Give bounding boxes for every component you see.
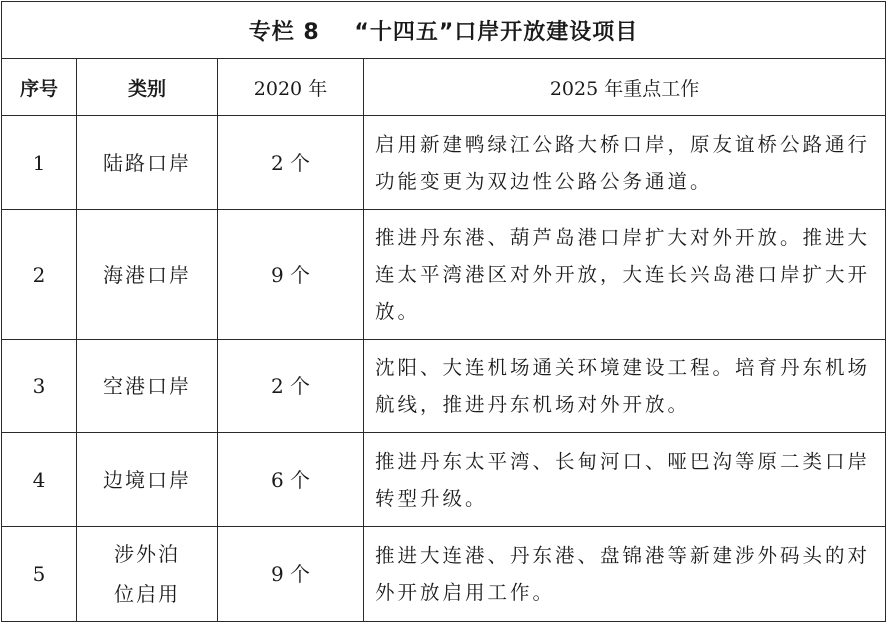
header-serial-number: 序号 (2, 59, 77, 116)
header-2020: 2020 年 (218, 59, 364, 116)
row-number: 1 (2, 116, 77, 210)
header-category: 类别 (77, 59, 218, 116)
table-row (2, 116, 886, 210)
row-2025-work: 启用新建鸭绿江公路大桥口岸，原友谊桥公路通行功能变更为双边性公路公务通道。 (364, 116, 886, 210)
row-2020-count: 2 个 (218, 116, 364, 210)
table-title: 专栏 8 “十四五”口岸开放建设项目 (2, 2, 886, 59)
row-2025-work: 推进大连港、丹东港、盘锦港等新建涉外码头的对外开放启用工作。 (364, 527, 886, 622)
header-row (2, 59, 886, 116)
row-category: 陆路口岸 (77, 116, 218, 210)
row-number: 3 (2, 340, 77, 433)
row-number: 2 (2, 210, 77, 340)
row-2025-work: 推进丹东港、葫芦岛港口岸扩大对外开放。推进大连太平湾港区对外开放，大连长兴岛港口岸扩大开放。 (364, 210, 886, 340)
table-row (2, 433, 886, 527)
row-number: 5 (2, 527, 77, 622)
row-2025-work: 推进丹东太平湾、长甸河口、哑巴沟等原二类口岸转型升级。 (364, 433, 886, 527)
row-category: 边境口岸 (77, 433, 218, 527)
title-row (2, 2, 886, 59)
header-2025-work: 2025 年重点工作 (364, 59, 886, 116)
row-2020-count: 2 个 (218, 340, 364, 433)
row-category: 涉外泊位启用 (77, 527, 218, 622)
row-2025-work: 沈阳、大连机场通关环境建设工程。培育丹东机场航线，推进丹东机场对外开放。 (364, 340, 886, 433)
row-2020-count: 6 个 (218, 433, 364, 527)
row-number: 4 (2, 433, 77, 527)
row-2020-count: 9 个 (218, 210, 364, 340)
table-row (2, 210, 886, 340)
table-row (2, 527, 886, 622)
row-category: 空港口岸 (77, 340, 218, 433)
table-row (2, 340, 886, 433)
row-category: 海港口岸 (77, 210, 218, 340)
ports-project-table (1, 1, 886, 622)
row-2020-count: 9 个 (218, 527, 364, 622)
